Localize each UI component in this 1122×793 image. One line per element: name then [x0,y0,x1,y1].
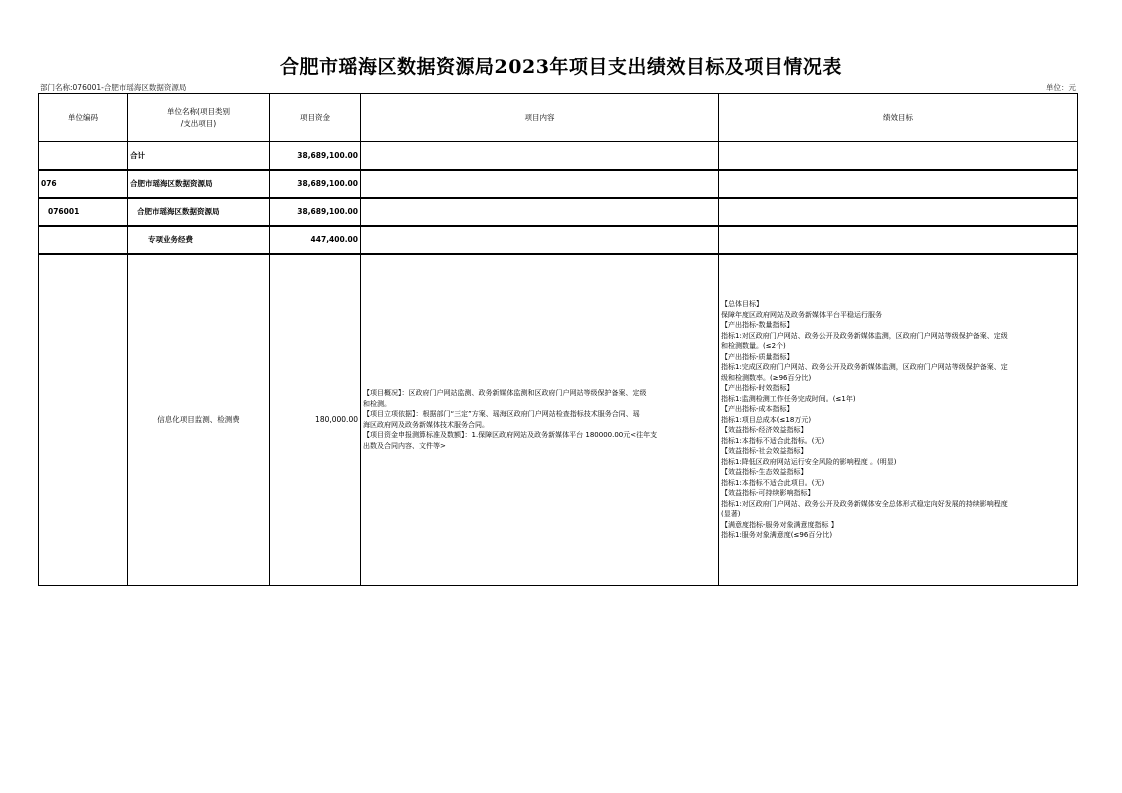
row-code [39,142,128,170]
row-fund: 38,689,100.00 [270,142,361,170]
goal-line: 【效益指标-社会效益指标】 [721,447,808,455]
goal-line: (显著) [721,510,741,518]
row-goal [719,198,1078,226]
goal-line: 【产出指标-质量指标】 [721,352,794,361]
project-goal [719,254,1078,586]
project-name: 信息化项目监测、检测费 [128,254,270,586]
goal-line: 指标1:降低区政府网站运行安全风险的影响程度 。(明显) [721,457,897,466]
table-row-unit [39,198,1078,226]
content-line: 【项目立项依据】：根据部门“三定”方案、瑶海区政府门户网站检查指标技术服务合同、瑶 [363,410,640,419]
goal-line: 【总体目标】 [721,300,763,308]
row-content [361,198,719,226]
goal-line: 指标1:监测检测工作任务完成时间。(≤1年) [721,394,856,403]
goal-line: 和检测数量。(≤2个) [721,342,786,350]
table-row-project [39,254,1078,586]
table-row-total [39,142,1078,170]
row-fund: 447,400.00 [270,226,361,254]
goal-line: 【效益指标-经济效益指标】 [721,426,808,434]
goal-line: 【产出指标-成本指标】 [721,405,794,413]
project-fund: 180,000.00 [270,254,361,586]
header-goal: 绩效目标 [719,94,1078,142]
table-row-category [39,226,1078,254]
header-name [128,94,270,142]
header-content: 项目内容 [361,94,719,142]
row-content [361,170,719,198]
content-line: 出数及合同内容、文件等> [363,441,446,450]
row-content [361,142,719,170]
project-table [38,93,1078,586]
goal-line: 【产出指标-数量指标】 [721,321,794,329]
goal-line: 指标1:本指标不适合此指标。(无) [721,436,825,445]
project-content [361,254,719,586]
goal-line: 【满意度指标-服务对象满意度指标 】 [721,520,838,529]
row-name: 专项业务经费 [128,226,270,254]
goal-line: 指标1:完成区政府门户网站、政务公开及政务新媒体监测，区政府门户网站等级保护备案、定 [721,363,1008,371]
goal-line: 指标1:服务对象满意度(≤96百分比) [721,531,833,539]
goal-line: 【效益指标-可持续影响指标】 [721,489,815,497]
content-line: 和检测。 [363,399,391,408]
row-name: 合肥市瑶海区数据资源局 [128,170,270,198]
row-goal [719,170,1078,198]
goal-line: 保障年度区政府网站及政务新媒体平台平稳运行服务 [721,310,882,319]
row-fund: 38,689,100.00 [270,170,361,198]
content-line: 【项目资金申报测算标准及数额】：1.保障区政府网站及政务新媒体平台 180000.00元<往年支 [363,431,658,440]
content-line: 【项目概况】：区政府门户网站监测、政务新媒体监测和区政府门户网站等级保护备案、定级 [363,389,647,398]
goal-line: 指标1:对区政府门户网站、政务公开及政务新媒体安全总体形式稳定向好发展的持续影响程度 [721,499,1008,508]
header-name-line2: /支出项目) [180,118,217,128]
page-title: 合肥市瑶海区数据资源局2023年项目支出绩效目标及项目情况表 [280,56,842,78]
content-line: 海区政府网及政务新媒体技术服务合同。 [363,420,489,429]
row-goal [719,142,1078,170]
goal-line: 级和检测数率。(≥96百分比) [721,373,812,382]
row-goal [719,226,1078,254]
row-name: 合计 [128,142,270,170]
unit-label: 单位：元 [1046,83,1076,92]
goal-line: 指标1:本指标不适合此项目。(无) [721,478,825,487]
header-name-line1: 单位名称(项目类别 [167,106,230,116]
header-fund: 项目资金 [270,94,361,142]
department-label: 部门名称:076001-合肥市瑶海区数据资源局 [40,83,187,92]
row-code: 076001 [39,198,128,226]
row-code: 076 [39,170,128,198]
row-fund: 38,689,100.00 [270,198,361,226]
goal-line: 【产出指标-时效指标】 [721,384,794,392]
header-code: 单位编码 [39,94,128,142]
goal-line: 指标1:项目总成本(≤18万元) [721,415,812,424]
row-name: 合肥市瑶海区数据资源局 [128,198,270,226]
row-content [361,226,719,254]
goal-line: 指标1:对区政府门户网站、政务公开及政务新媒体监测，区政府门户网站等级保护备案、定级 [721,331,1008,340]
row-code [39,226,128,254]
table-row-dept [39,170,1078,198]
goal-line: 【效益指标-生态效益指标】 [721,468,808,476]
header-row [39,94,1078,142]
project-code [39,254,128,586]
